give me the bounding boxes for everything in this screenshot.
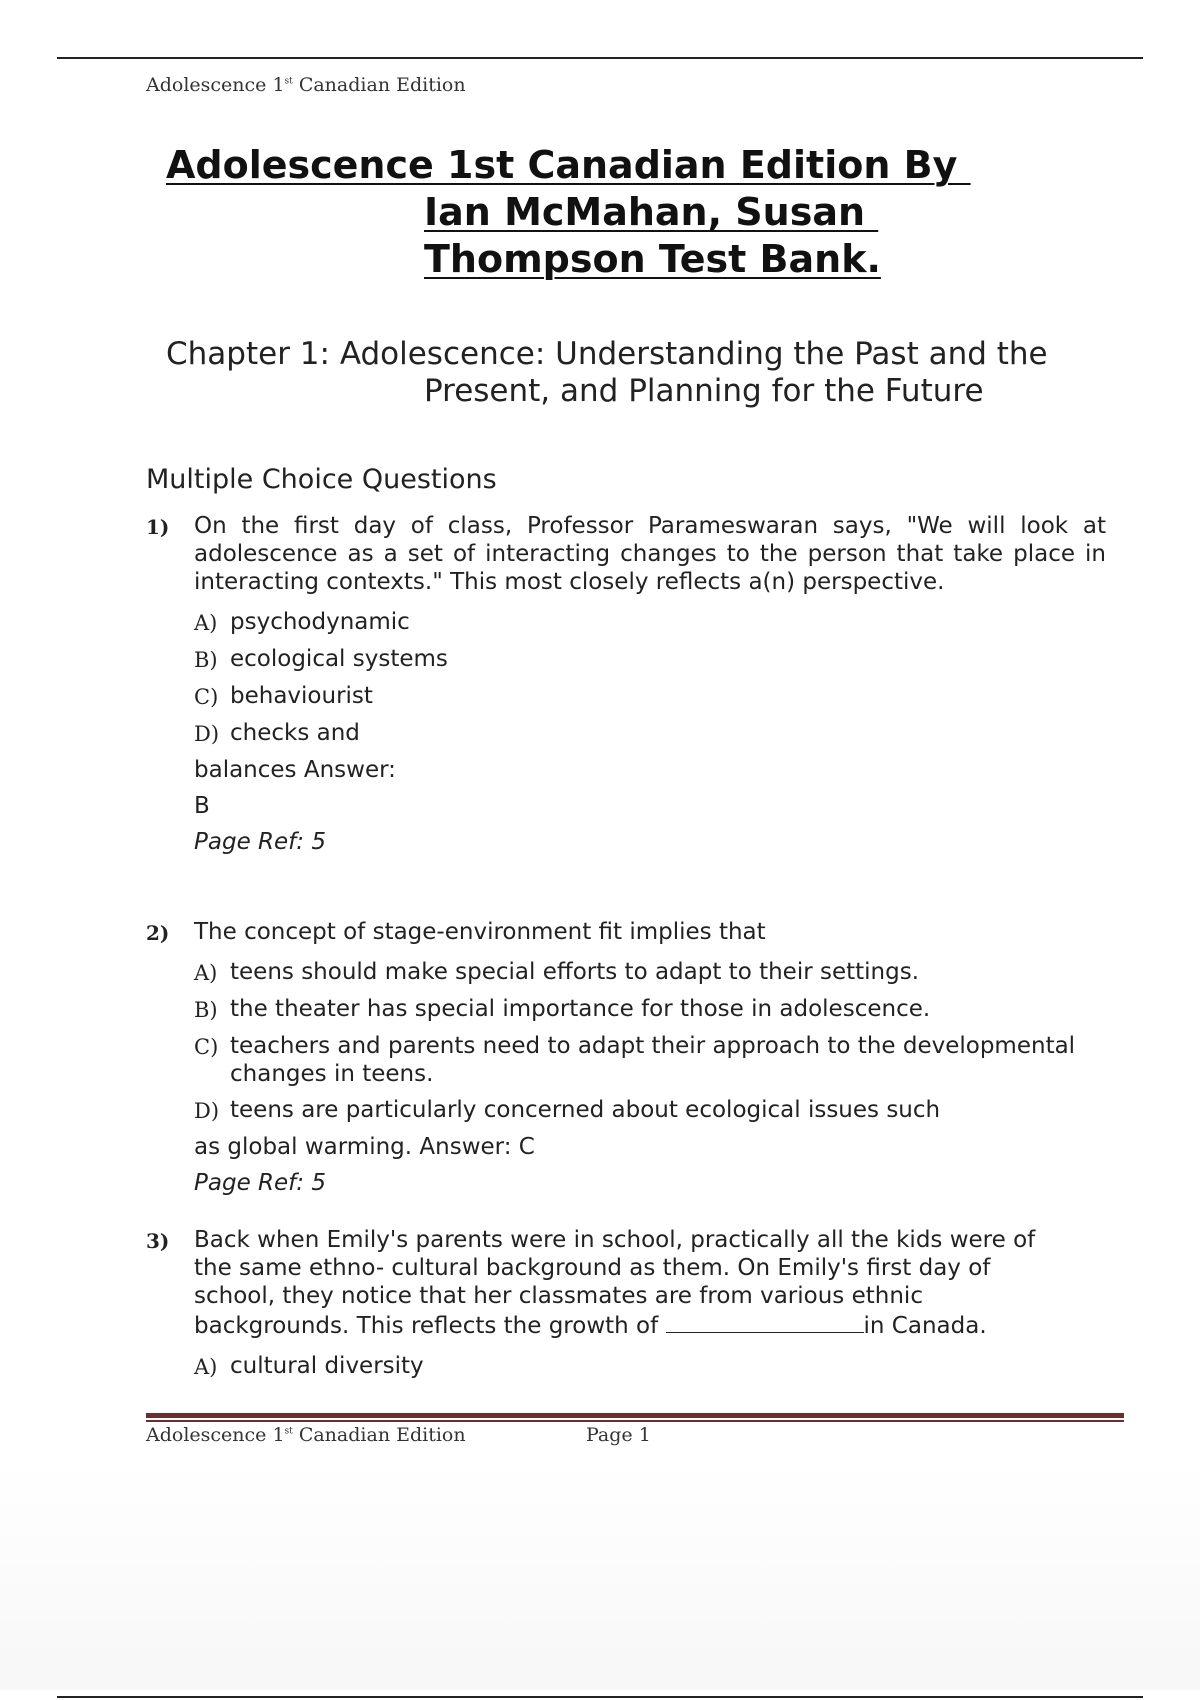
footer-edition-text: Adolescence 1 <box>146 1424 285 1446</box>
question-stem-text-end: in Canada. <box>863 1313 987 1339</box>
answer-option <box>194 1096 1126 1125</box>
question-2 <box>146 918 1126 1197</box>
page-reference: Page Ref: 5 <box>194 829 326 855</box>
footer-rule-thin <box>146 1420 1124 1422</box>
option-text: psychodynamic <box>230 609 410 635</box>
footer-rule <box>146 1413 1124 1418</box>
question-number: 1) <box>146 515 170 539</box>
answer-option <box>194 719 1126 748</box>
option-text: ecological systems <box>230 646 448 672</box>
option-text: teens should make special efforts to adapt to their settings. <box>230 959 920 985</box>
running-header <box>146 74 466 96</box>
footer-edition-text-end: Canadian Edition <box>292 1424 466 1446</box>
question-stem <box>194 1226 1074 1340</box>
answer-option <box>194 645 1126 674</box>
question-1 <box>146 512 1126 856</box>
answer-line: as global warming. Answer: C <box>194 1134 535 1160</box>
section-heading: Multiple Choice Questions <box>146 464 497 495</box>
answer-option <box>194 958 1126 987</box>
option-text: teachers and parents need to adapt their approach to the developmental changes in teens. <box>230 1033 1076 1087</box>
option-letter: A) <box>194 961 218 985</box>
chapter-heading <box>166 336 1126 410</box>
bottom-rule <box>57 1696 1143 1698</box>
option-text: the theater has special importance for those in adolescence. <box>230 996 931 1022</box>
page-reference: Page Ref: 5 <box>194 1170 326 1196</box>
option-letter: D) <box>194 1099 220 1123</box>
question-number: 2) <box>146 921 170 945</box>
chapter-line-2: Present, and Planning for the Future <box>424 373 984 409</box>
footer-edition <box>146 1424 586 1446</box>
option-letter: A) <box>194 1355 218 1379</box>
running-header-superscript: st <box>284 76 293 87</box>
option-letter: C) <box>194 1035 219 1059</box>
answer-option <box>194 1032 1126 1088</box>
option-text: teens are particularly concerned about ecological issues such <box>230 1097 941 1123</box>
running-header-text: Adolescence 1 <box>146 74 285 96</box>
title-line-1: Adolescence 1st Canadian Edition By <box>166 143 971 187</box>
option-text: checks and <box>230 720 360 746</box>
answer-option <box>194 1352 1126 1381</box>
question-number: 3) <box>146 1229 170 1253</box>
answer-value: B <box>194 793 210 819</box>
top-rule <box>57 57 1143 59</box>
option-text: behaviourist <box>230 683 373 709</box>
question-stem: On the first day of class, Professor Parameswaran says, "We will look at adolescence as a set of interacting changes to the person that take place in interacting contexts." This most closely reflects a(n) perspective. <box>194 513 1106 595</box>
title-line-3: Thompson Test Bank. <box>424 237 881 281</box>
chapter-line-1: Chapter 1: Adolescence: Understanding the Past and the <box>166 336 1048 372</box>
footer-edition-superscript: st <box>284 1426 293 1437</box>
page-footer <box>146 1424 651 1446</box>
option-letter: D) <box>194 722 220 746</box>
option-text: cultural diversity <box>230 1353 424 1379</box>
page-bottom-area <box>0 1460 1200 1690</box>
answer-line: balances Answer: <box>194 757 396 783</box>
document-title <box>166 142 1086 283</box>
question-stem: The concept of stage-environment fit implies that <box>194 919 766 945</box>
question-stem-text: Back when Emily's parents were in school, practically all the kids were of the same ethno- cultural background as them. On Emily's first day of school, they notice that her classmates are from various ethnic backgrounds. This reflects the growth of <box>194 1227 1036 1339</box>
option-letter: B) <box>194 648 218 672</box>
option-letter: C) <box>194 685 219 709</box>
fill-in-blank <box>666 1310 864 1333</box>
title-line-2: Ian McMahan, Susan <box>424 190 879 234</box>
answer-option <box>194 995 1126 1024</box>
option-letter: A) <box>194 611 218 635</box>
page-number: Page 1 <box>586 1424 651 1446</box>
option-letter: B) <box>194 998 218 1022</box>
running-header-text-end: Canadian Edition <box>292 74 466 96</box>
answer-option <box>194 608 1126 637</box>
question-3 <box>146 1226 1126 1381</box>
answer-option <box>194 682 1126 711</box>
